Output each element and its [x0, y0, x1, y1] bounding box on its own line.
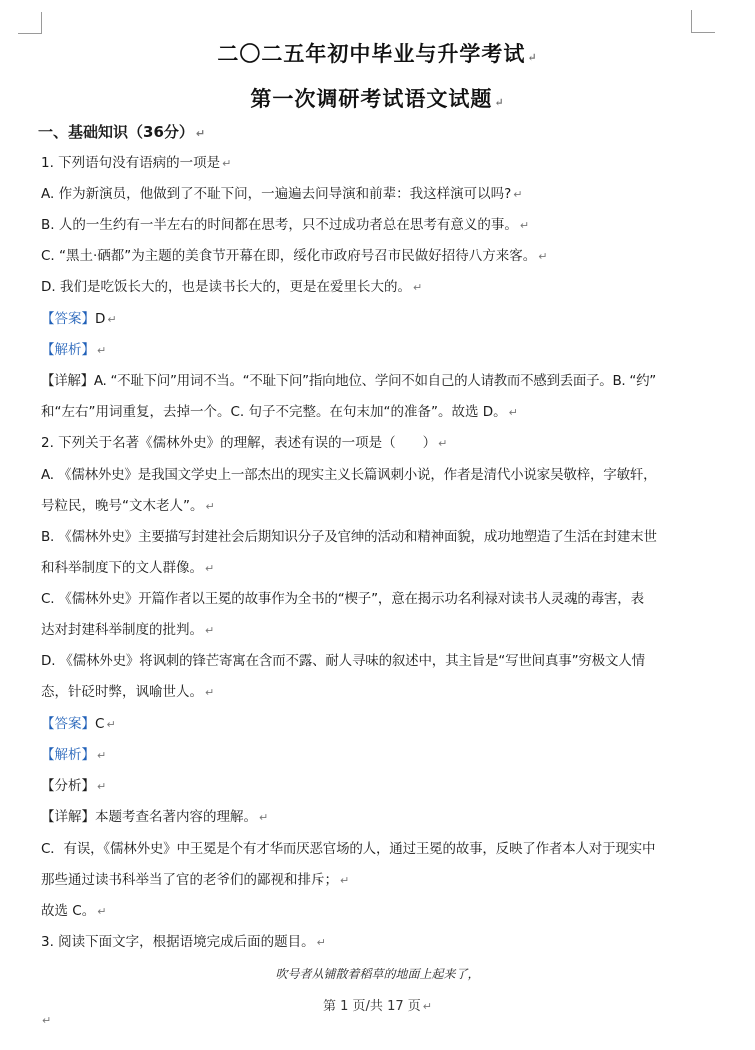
question-2-option-c-line1: C. 《儒林外史》开篇作者以王冕的故事作为全书的“楔子”，意在揭示功名利禄对读书人灵魂的毒害，表	[41, 591, 644, 607]
analysis-tag: 【解析】	[41, 342, 95, 358]
corner-mark-top-right	[691, 32, 715, 33]
paragraph-mark-icon: ↵	[205, 686, 215, 699]
exam-title-line2: 第一次调研考试语文试题 ↵	[250, 86, 505, 111]
question-2-analysis	[41, 746, 106, 765]
paragraph-mark-icon: ↵	[412, 281, 423, 294]
question-2-detail-line2: 那些通过读书科举当了官的老爷们的鄙视和排斥； ↵	[41, 872, 350, 888]
question-3-stem: 3. 阅读下面文字，根据语境完成后面的题目。 ↵	[41, 934, 326, 950]
paragraph-mark-icon: ↵	[97, 749, 107, 762]
paragraph-mark-icon: ↵	[527, 51, 538, 64]
paragraph-mark-icon: ↵	[107, 313, 117, 326]
question-2-option-d-line1: D. 《儒林外史》将讽刺的锋芒寄寓在含而不露、耐人寻味的叙述中，其主旨是“写世间真事”穷极文人情	[41, 653, 645, 669]
question-1-detail-line1: 【详解】A. “不耻下问”用词不当。“不耻下问”指向地位、学问不如自己的人请教而不感到丢面子。B. “约”	[41, 373, 656, 389]
question-2-detail-line1: C．有误，《儒林外史》中王冕是个有才华而厌恶官场的人，通过王冕的故事，反映了作者本人对于现实中	[41, 841, 656, 857]
question-1-analysis	[41, 341, 106, 360]
question-2-option-d-line2: 态，针砭时弊，讽喻世人。 ↵	[41, 684, 215, 700]
question-1-option-c: C. “黑土·硒都”为主题的美食节开幕在即，绥化市政府号召市民做好招待八方来客。 ↵	[41, 248, 548, 264]
paragraph-mark-icon: ↵	[519, 219, 530, 232]
analysis-tag: 【解析】	[41, 747, 95, 763]
paragraph-mark-icon: ↵	[205, 500, 215, 513]
question-1-option-a: A. 作为新演员，他做到了不耻下问，一遍遍去问导演和前辈：我这样演可以吗? ↵	[41, 186, 523, 202]
question-2-option-b-line1: B. 《儒林外史》主要描写封建社会后期知识分子及官绅的活动和精神面貌，成功地塑造了生活在封建末世	[41, 529, 657, 545]
corner-mark-top-right	[691, 10, 692, 32]
exam-title-line1: 二〇二五年初中毕业与升学考试 ↵	[217, 41, 538, 66]
question-1-detail-line2: 和“左右”用词重复，去掉一个。C. 句子不完整。在句末加“的准备”。故选 D。 ↵	[41, 404, 518, 420]
question-2-fenxi: 【分析】 ↵	[41, 778, 107, 794]
question-2-option-a-line2: 号粒民，晚号“文木老人”。 ↵	[41, 498, 215, 514]
paragraph-mark-icon: ↵	[340, 874, 350, 887]
paragraph-mark-icon: ↵	[494, 96, 505, 109]
detail-tag: 【详解】	[41, 373, 94, 389]
paragraph-mark-icon: ↵	[538, 250, 548, 263]
paragraph-mark-icon: ↵	[106, 718, 116, 731]
paragraph-mark-icon: ↵	[222, 157, 232, 170]
question-2-conclusion: 故选 C。 ↵	[41, 903, 107, 919]
paragraph-mark-icon: ↵	[316, 936, 326, 949]
question-1-option-d: D. 我们是吃饭长大的，也是读书长大的，更是在爱里长大的。 ↵	[41, 279, 423, 295]
question-2-detail: 【详解】本题考查名著内容的理解。 ↵	[41, 809, 269, 825]
question-1-option-b: B. 人的一生约有一半左右的时间都在思考，只不过成功者总在思考有意义的事。 ↵	[41, 217, 530, 233]
question-2-option-b-line2: 和科举制度下的文人群像。 ↵	[41, 560, 215, 576]
paragraph-mark-icon: ↵	[205, 624, 215, 637]
paragraph-mark-icon: ↵	[438, 437, 448, 450]
paragraph-mark-icon: ↵	[97, 344, 107, 357]
question-2-option-c-line2: 达对封建科举制度的批判。 ↵	[41, 622, 215, 638]
paragraph-mark-icon: ↵	[97, 780, 107, 793]
question-1-stem: 1. 下列语句没有语病的一项是 ↵	[41, 155, 232, 171]
question-2-stem: 2. 下列关于名著《儒林外史》的理解，表述有误的一项是（ ） ↵	[41, 435, 448, 451]
answer-tag: 【答案】	[41, 716, 95, 732]
paragraph-mark-icon: ↵	[205, 562, 215, 575]
paragraph-mark-icon: ↵	[259, 811, 269, 824]
paragraph-mark-icon: ↵	[508, 406, 518, 419]
corner-mark-top-left	[41, 12, 42, 34]
passage-first-line: 吹号者从铺散着稻草的地面上起来了，	[275, 967, 480, 981]
corner-mark-top-left	[18, 33, 42, 34]
question-2-answer: 【答案】C ↵	[41, 716, 116, 732]
section-heading: 一、基础知识（36分） ↵	[38, 123, 206, 141]
paragraph-mark-icon: ↵	[422, 1000, 432, 1013]
question-2-option-a-line1: A. 《儒林外史》是我国文学史上一部杰出的现实主义长篇讽刺小说，作者是清代小说家吴敬梓，字敏轩，	[41, 467, 657, 483]
question-1-answer: 【答案】D ↵	[41, 311, 117, 327]
paragraph-mark-icon: ↵	[97, 905, 107, 918]
paragraph-mark-icon: ↵	[195, 127, 206, 140]
paragraph-mark-icon: ↵	[513, 188, 523, 201]
answer-tag: 【答案】	[41, 311, 95, 327]
paragraph-mark-icon: ↵	[42, 1014, 52, 1027]
page-number: 第 1 页/共 17 页 ↵	[323, 999, 432, 1014]
